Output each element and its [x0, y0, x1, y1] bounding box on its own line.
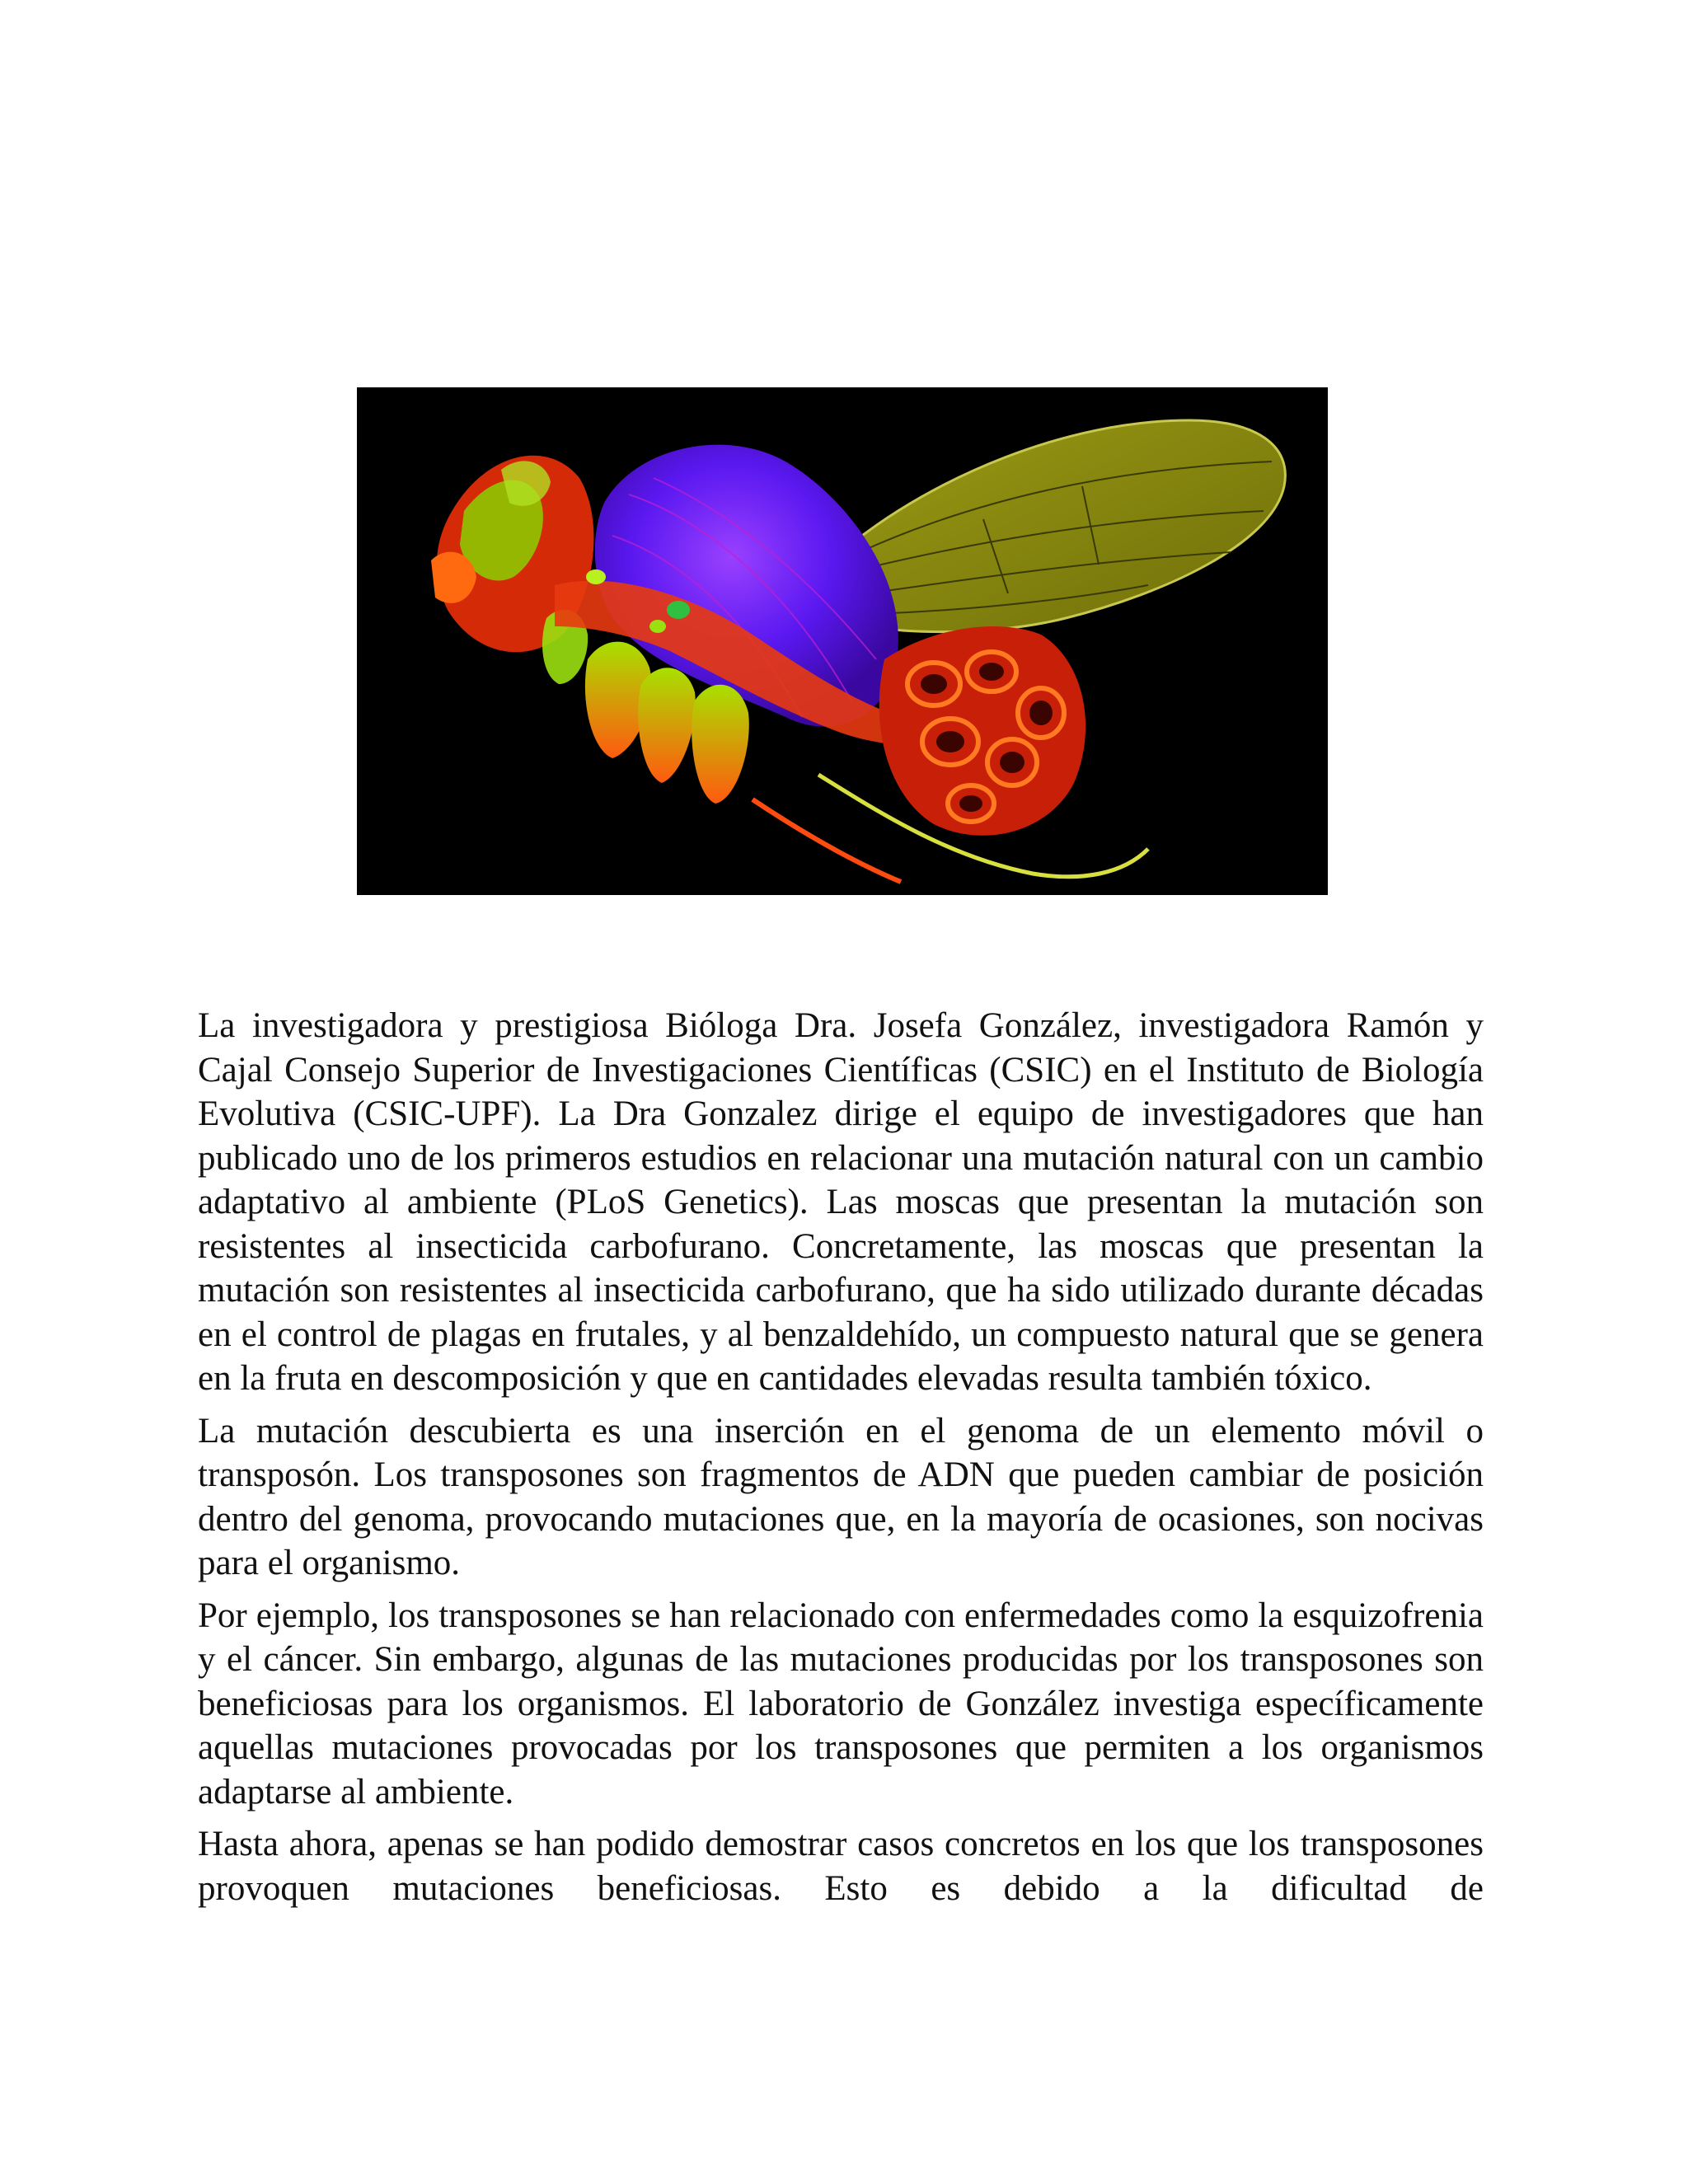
- article-body: [198, 1004, 1484, 1919]
- paragraph-continuation: Hasta ahora, apenas se han podido demostrar casos concretos en los que los transposones provoquen mutaciones beneficiosas. Esto es debido a la dificultad de: [198, 1825, 1484, 1908]
- paragraph-example: Por ejemplo, los transposones se han relacionado con enfermedades como la esquizofrenia y el cáncer. Sin embargo, algunas de las mutaciones producidas por los transposones son beneficiosas para los organismos. El laboratorio de González investiga específicamente aquellas mutaciones provocadas por los transposones que permiten a los organismos adaptarse al ambiente.: [198, 1596, 1484, 1811]
- fruit-fly-microscopy-icon: [357, 387, 1328, 895]
- paragraph-intro: La investigadora y prestigiosa Bióloga Dra. Josefa González, investigadora Ramón y Cajal Consejo Superior de Investigaciones Científicas (CSIC) en el Instituto de Biología Evolutiva (CSIC-UPF). La Dra Gonzalez dirige el equipo de investigadores que han publicado uno de los primeros estudios en relacionar una mutación natural con un cambio adaptativo al ambiente (PLoS Genetics). Las moscas que presentan la mutación son resistentes al insecticida carbofurano. Concretamente, las moscas que presentan la mutación son resistentes al insecticida carbofurano, que ha sido utilizado durante décadas en el control de plagas en frutales, y al benzaldehído, un compuesto natural que se genera en la fruta en descomposición y que en cantidades elevadas resulta también tóxico.: [198, 1006, 1484, 1398]
- fly-microscopy-figure: [357, 387, 1328, 895]
- paragraph-mutation: La mutación descubierta es una inserción en el genoma de un elemento móvil o transposón. Los transposones son fragmentos de ADN que pueden cambiar de posición dentro del genoma, provocando mutaciones que, en la mayoría de ocasiones, son nocivas para el organismo.: [198, 1411, 1484, 1582]
